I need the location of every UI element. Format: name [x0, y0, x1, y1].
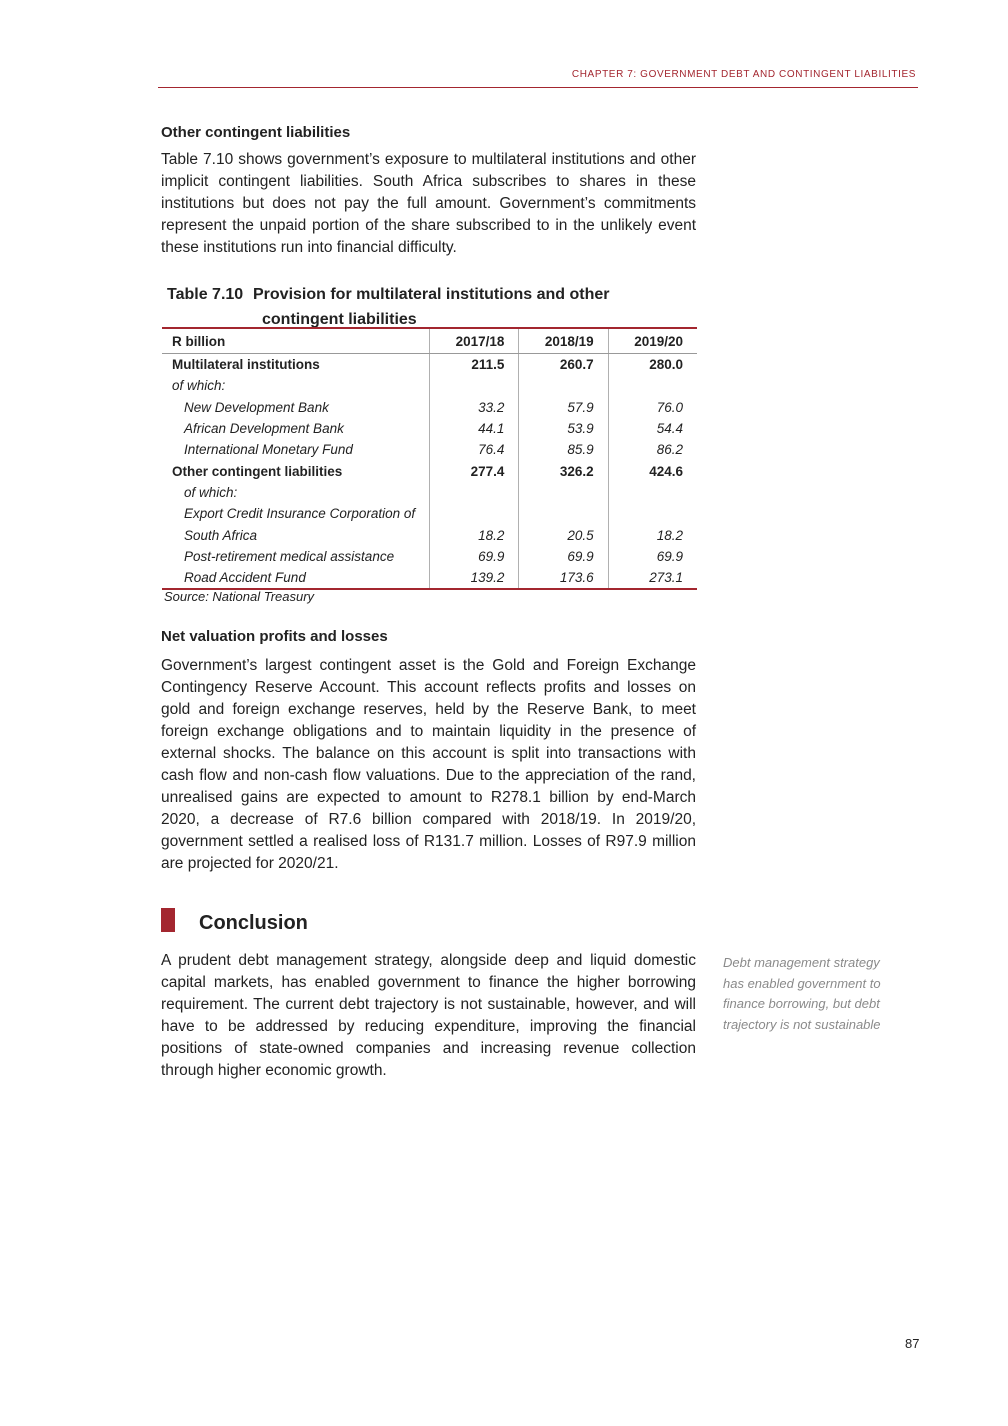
table-title-line1: Provision for multilateral institutions and other: [253, 286, 610, 303]
row-label: New Development Bank: [184, 399, 329, 415]
cell: [519, 375, 608, 396]
cell: 280.0: [608, 354, 697, 376]
cell: 54.4: [608, 418, 697, 439]
table-row: [162, 354, 697, 376]
cell: 85.9: [519, 439, 608, 460]
row-label: South Africa: [184, 527, 258, 543]
cell: 69.9: [608, 546, 697, 567]
page-number: 87: [905, 1336, 920, 1351]
cell: 273.1: [608, 567, 697, 589]
data-table: [162, 327, 697, 590]
row-label: Export Credit Insurance Corporation of: [184, 506, 416, 522]
column-header: 2017/18: [430, 328, 519, 354]
cell: [608, 482, 697, 503]
cell: 69.9: [430, 546, 519, 567]
cell: 18.2: [430, 524, 519, 545]
table-row: [162, 460, 697, 481]
cell: 173.6: [519, 567, 608, 589]
cell: 211.5: [430, 354, 519, 376]
row-label: International Monetary Fund: [184, 442, 353, 458]
table-title-line2: contingent liabilities: [262, 311, 417, 328]
cell: 69.9: [519, 546, 608, 567]
cell: 20.5: [519, 524, 608, 545]
row-label: Road Accident Fund: [162, 567, 430, 589]
table-row: [162, 503, 697, 524]
paragraph: A prudent debt management strategy, alongside deep and liquid domestic capital markets, has enabled government to finance the higher borrowing requirement. The current debt trajectory is not sustainable, however, and will have to be addressed by reducing expenditure, improving the financial positions of state-owned companies and increasing revenue collection through higher economic growth.: [161, 952, 696, 1079]
section-other-contingent: [161, 124, 696, 259]
cell: 57.9: [519, 397, 608, 418]
section-heading: Other contingent liabilities: [161, 124, 351, 141]
cell: 86.2: [608, 439, 697, 460]
conclusion-marker: [161, 908, 175, 932]
table-row: [162, 439, 697, 460]
cell: [430, 503, 519, 524]
cell: [608, 503, 697, 524]
cell: 44.1: [430, 418, 519, 439]
row-label: Other contingent liabilities: [172, 463, 343, 479]
cell: 260.7: [519, 354, 608, 376]
table-row: [162, 418, 697, 439]
column-header: 2018/19: [519, 328, 608, 354]
table-row: [162, 375, 697, 396]
table-header-row: [162, 328, 697, 354]
row-label: Multilateral institutions: [172, 357, 320, 373]
section-net-valuation: [161, 628, 696, 875]
cell: [519, 503, 608, 524]
column-header: 2019/20: [608, 328, 697, 354]
cell: [519, 482, 608, 503]
cell: 76.0: [608, 397, 697, 418]
table-row: [162, 546, 697, 567]
row-label: Post-retirement medical assistance: [184, 548, 395, 564]
cell: 18.2: [608, 524, 697, 545]
row-label: of which:: [172, 378, 226, 394]
cell: 33.2: [430, 397, 519, 418]
row-label: of which:: [184, 484, 238, 500]
table-row: [162, 397, 697, 418]
table-row: [162, 567, 697, 589]
column-header: R billion: [162, 328, 430, 354]
table-number: Table 7.10: [167, 286, 244, 303]
cell: 326.2: [519, 460, 608, 481]
row-label: African Development Bank: [184, 421, 344, 437]
cell: [608, 375, 697, 396]
table-source: Source: National Treasury: [164, 589, 315, 604]
section-heading: Net valuation profits and losses: [161, 628, 388, 645]
cell: 277.4: [430, 460, 519, 481]
header-rule: [158, 87, 918, 88]
section-conclusion: [161, 950, 696, 1082]
paragraph: Table 7.10 shows government’s exposure to multilateral institutions and other implicit contingent liabilities. South Africa subscribes to shares in these institutions but does not pay the full amount. Government’s commitments represent the unpaid portion of the share subscribed to in the unlikely event these institutions run into financial difficulty.: [161, 151, 696, 256]
margin-note: Debt management strategy has enabled government to finance borrowing, but debt trajectory is not sustainable: [723, 955, 881, 1032]
cell: [430, 375, 519, 396]
cell: 53.9: [519, 418, 608, 439]
cell: 139.2: [430, 567, 519, 589]
cell: [430, 482, 519, 503]
running-header: CHAPTER 7: GOVERNMENT DEBT AND CONTINGENT LIABILITIES: [571, 69, 916, 80]
paragraph: Government’s largest contingent asset is the Gold and Foreign Exchange Contingency Reserve Account. This account reflects profits and losses on gold and foreign exchange reserves, held by the Reserve Bank, to meet foreign exchange obligations and to maintain liquidity in the presence of external shocks. The balance on this account is split into transactions with cash flow and non-cash flow valuations. Due to the appreciation of the rand, unrealised gains are expected to amount to R278.1 billion by end-March 2020, a decrease of R7.6 billion compared with 2018/19. In 2019/20, government settled a realised loss of R131.7 million. Losses of R97.9 million are projected for 2020/21.: [161, 657, 696, 872]
table-title: [167, 282, 697, 332]
table-row: [162, 482, 697, 503]
table-row: [162, 524, 697, 545]
cell: 424.6: [608, 460, 697, 481]
cell: 76.4: [430, 439, 519, 460]
conclusion-title: Conclusion: [199, 912, 308, 934]
